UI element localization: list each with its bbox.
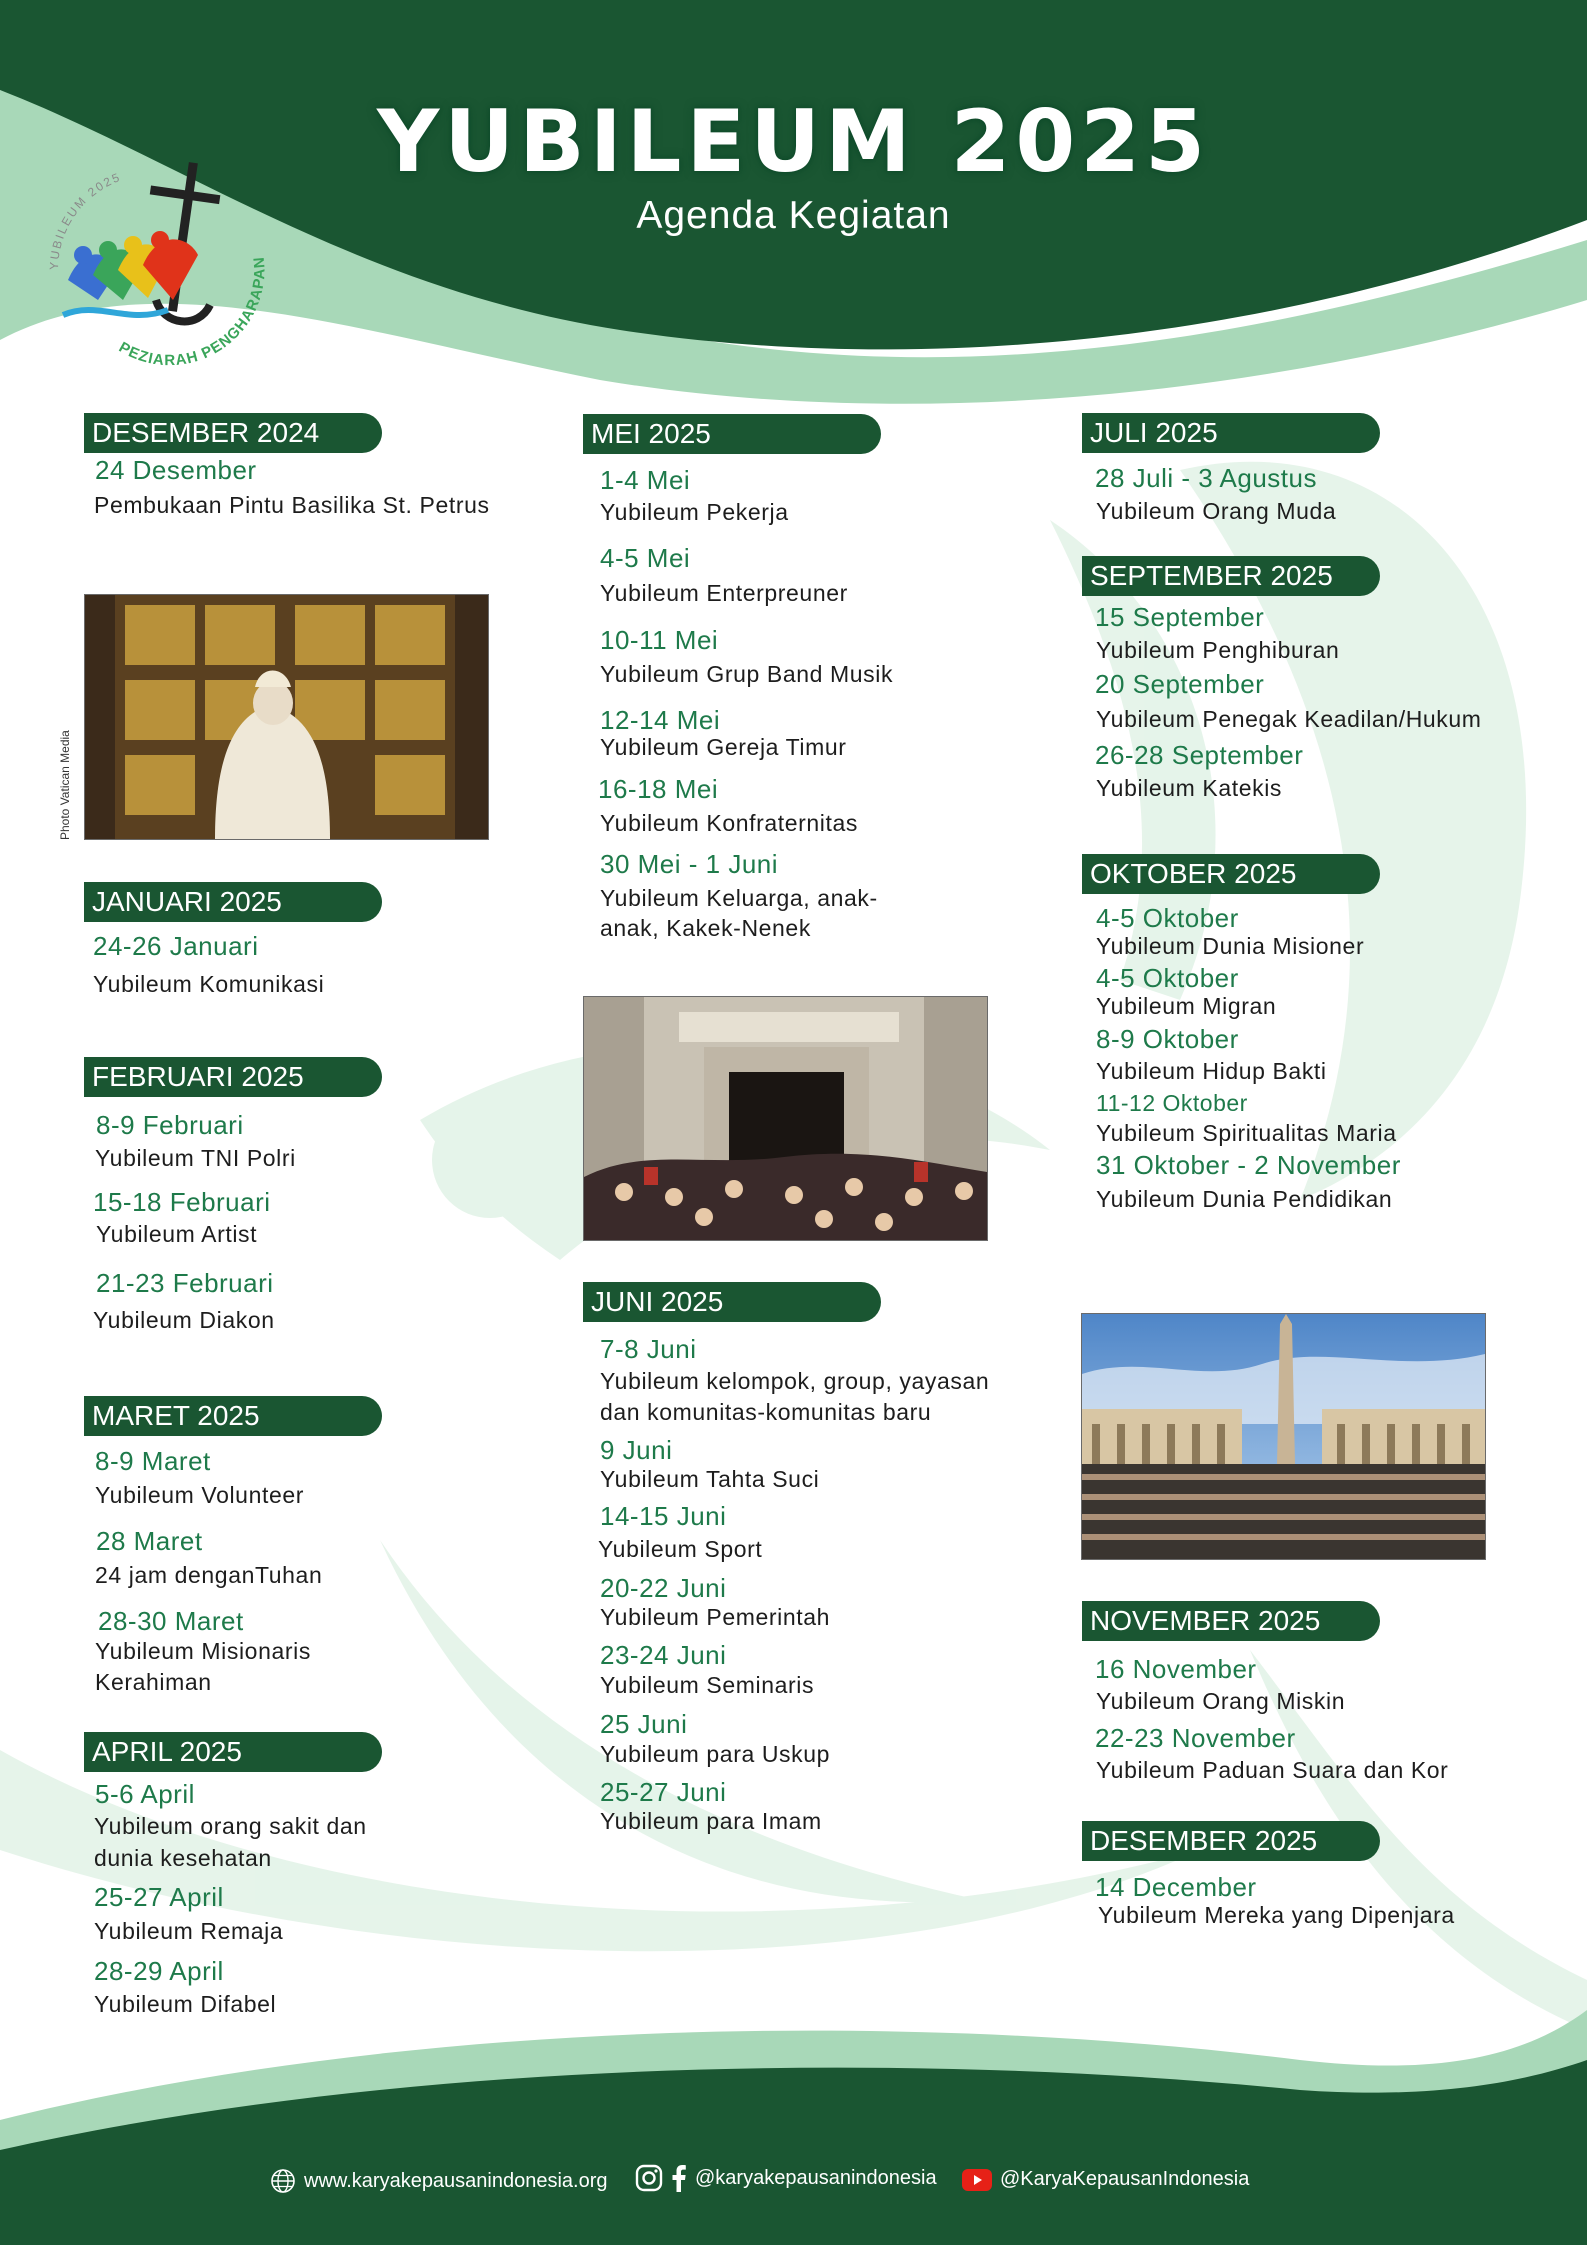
event-name: Yubileum Pekerja [600, 499, 789, 525]
event-date: 26-28 September [1095, 740, 1304, 770]
page-title: YUBILEUM 2025 [377, 92, 1210, 192]
event-date: 20 September [1095, 669, 1265, 699]
event-name: Yubileum orang sakit dan [94, 1813, 367, 1839]
footer-youtube[interactable] [962, 2168, 1249, 2191]
event-name: Yubileum Volunteer [95, 1482, 304, 1508]
event-name: Yubileum Hidup Bakti [1096, 1058, 1327, 1084]
event-name: Yubileum Misionaris [95, 1638, 311, 1664]
section-title: DESEMBER 2025 [1082, 1821, 1380, 1861]
event-name: 24 jam denganTuhan [95, 1562, 323, 1588]
event-date: 4-5 Oktober [1096, 963, 1239, 993]
event-date: 8-9 Februari [96, 1110, 244, 1140]
section-title: SEPTEMBER 2025 [1082, 556, 1380, 596]
event-date: 24 Desember [95, 455, 257, 485]
event-name: Pembukaan Pintu Basilika St. Petrus [94, 492, 490, 518]
event-date: 20-22 Juni [600, 1573, 727, 1603]
youtube-icon [962, 2169, 992, 2191]
event-name: Yubileum Spiritualitas Maria [1096, 1120, 1397, 1146]
section-title: MEI 2025 [583, 414, 881, 454]
event-name: Yubileum Diakon [93, 1307, 275, 1333]
event-date: 31 Oktober - 2 November [1096, 1150, 1401, 1180]
event-date: 7-8 Juni [600, 1334, 697, 1364]
event-name: Yubileum TNI Polri [95, 1145, 296, 1171]
event-date: 9 Juni [600, 1435, 673, 1465]
event-date: 23-24 Juni [600, 1640, 727, 1670]
event-date: 4-5 Mei [600, 543, 691, 573]
event-date: 15 September [1095, 602, 1265, 632]
event-date: 28 Maret [96, 1526, 203, 1556]
event-name: Yubileum Remaja [94, 1918, 284, 1944]
website-text: www.karyakepausanindonesia.org [304, 2169, 608, 2192]
logo-tagline: PEZIARAH PENGHARAPAN [115, 255, 268, 370]
event-name: Yubileum para Uskup [600, 1741, 831, 1767]
event-name: Yubileum Tahta Suci [600, 1466, 820, 1492]
logo-ring-text: YUBILEUM 2025 [46, 169, 124, 271]
section-title: OKTOBER 2025 [1082, 854, 1380, 894]
event-date: 22-23 November [1095, 1723, 1296, 1753]
event-name-line2: dan komunitas-komunitas baru [600, 1399, 932, 1425]
event-date: 25 Juni [600, 1709, 688, 1739]
event-date: 28-30 Maret [98, 1606, 244, 1636]
event-name: Yubileum kelompok, group, yayasan [600, 1368, 990, 1394]
section-title: MARET 2025 [84, 1396, 382, 1436]
event-name: Yubileum Artist [96, 1221, 258, 1247]
event-name: Yubileum Grup Band Musik [600, 661, 894, 687]
jubilee-logo [38, 150, 268, 380]
event-name: Yubileum Paduan Suara dan Kor [1096, 1757, 1449, 1783]
event-date: 16-18 Mei [598, 774, 719, 804]
photo-st-peters-square [1081, 1313, 1486, 1560]
section-title: JANUARI 2025 [84, 882, 382, 922]
event-date: 8-9 Oktober [1096, 1024, 1239, 1054]
footer-social[interactable] [635, 2164, 937, 2192]
event-name: Yubileum Pemerintah [600, 1604, 831, 1630]
event-name: Yubileum Enterpreuner [600, 580, 848, 606]
section-title: JUNI 2025 [583, 1282, 881, 1322]
event-date: 25-27 April [94, 1882, 224, 1912]
event-date: 15-18 Februari [93, 1187, 271, 1217]
event-name: Yubileum Komunikasi [93, 971, 325, 997]
page-subtitle: Agenda Kegiatan [636, 194, 951, 237]
section-title: NOVEMBER 2025 [1082, 1601, 1380, 1641]
event-name: Yubileum Sport [598, 1536, 763, 1562]
event-name: Yubileum Konfraternitas [600, 810, 858, 836]
event-name: Yubileum Dunia Misioner [1096, 933, 1365, 959]
event-date: 14-15 Juni [600, 1501, 727, 1531]
event-name: Yubileum Keluarga, anak- [600, 885, 878, 911]
event-name: Yubileum Penegak Keadilan/Hukum [1096, 706, 1482, 732]
globe-icon [270, 2168, 296, 2194]
section-title: APRIL 2025 [84, 1732, 382, 1772]
event-date: 10-11 Mei [600, 625, 719, 655]
event-name: Yubileum Seminaris [600, 1672, 815, 1698]
event-name-line2: dunia kesehatan [94, 1845, 272, 1871]
event-name: Yubileum Orang Miskin [1096, 1688, 1346, 1714]
event-date: 28-29 April [94, 1956, 224, 1986]
section-title: JULI 2025 [1082, 413, 1380, 453]
event-name-line2: Kerahiman [95, 1669, 212, 1695]
event-name: Yubileum Difabel [94, 1991, 277, 2017]
section-title: FEBRUARI 2025 [84, 1057, 382, 1097]
photo-credit: Photo Vatican Media [58, 730, 72, 840]
event-name: Yubileum Migran [1096, 993, 1277, 1019]
event-date: 1-4 Mei [600, 465, 691, 495]
event-name: Yubileum Mereka yang Dipenjara [1098, 1902, 1455, 1928]
event-date: 4-5 Oktober [1096, 903, 1239, 933]
event-date: 12-14 Mei [600, 705, 721, 735]
social-handle-text: @karyakepausanindonesia [695, 2166, 937, 2189]
event-name: Yubileum Penghiburan [1096, 637, 1340, 663]
event-date: 11-12 Oktober [1096, 1090, 1248, 1116]
event-date: 21-23 Februari [96, 1268, 274, 1298]
facebook-icon [671, 2164, 687, 2192]
event-name: Yubileum para Imam [600, 1808, 822, 1834]
event-date: 30 Mei - 1 Juni [600, 849, 779, 879]
event-name-line2: anak, Kakek-Nenek [600, 915, 811, 941]
event-name: Yubileum Orang Muda [1096, 498, 1337, 524]
instagram-icon [635, 2164, 663, 2192]
event-date: 24-26 Januari [93, 931, 259, 961]
event-name: Yubileum Dunia Pendidikan [1096, 1186, 1393, 1212]
event-date: 5-6 April [95, 1779, 195, 1809]
event-name: Yubileum Gereja Timur [600, 734, 847, 760]
event-date: 14 December [1095, 1872, 1257, 1902]
youtube-handle-text: @KaryaKepausanIndonesia [1000, 2168, 1250, 2190]
event-date: 8-9 Maret [95, 1446, 211, 1476]
footer-website[interactable] [270, 2168, 608, 2194]
event-date: 25-27 Juni [600, 1777, 727, 1807]
event-name: Yubileum Katekis [1096, 775, 1283, 801]
section-title: DESEMBER 2024 [84, 413, 382, 453]
event-date: 28 Juli - 3 Agustus [1095, 463, 1317, 493]
event-date: 16 November [1095, 1654, 1257, 1684]
photo-holy-door-crowd [583, 996, 988, 1241]
photo-holy-door-opening [84, 594, 489, 840]
